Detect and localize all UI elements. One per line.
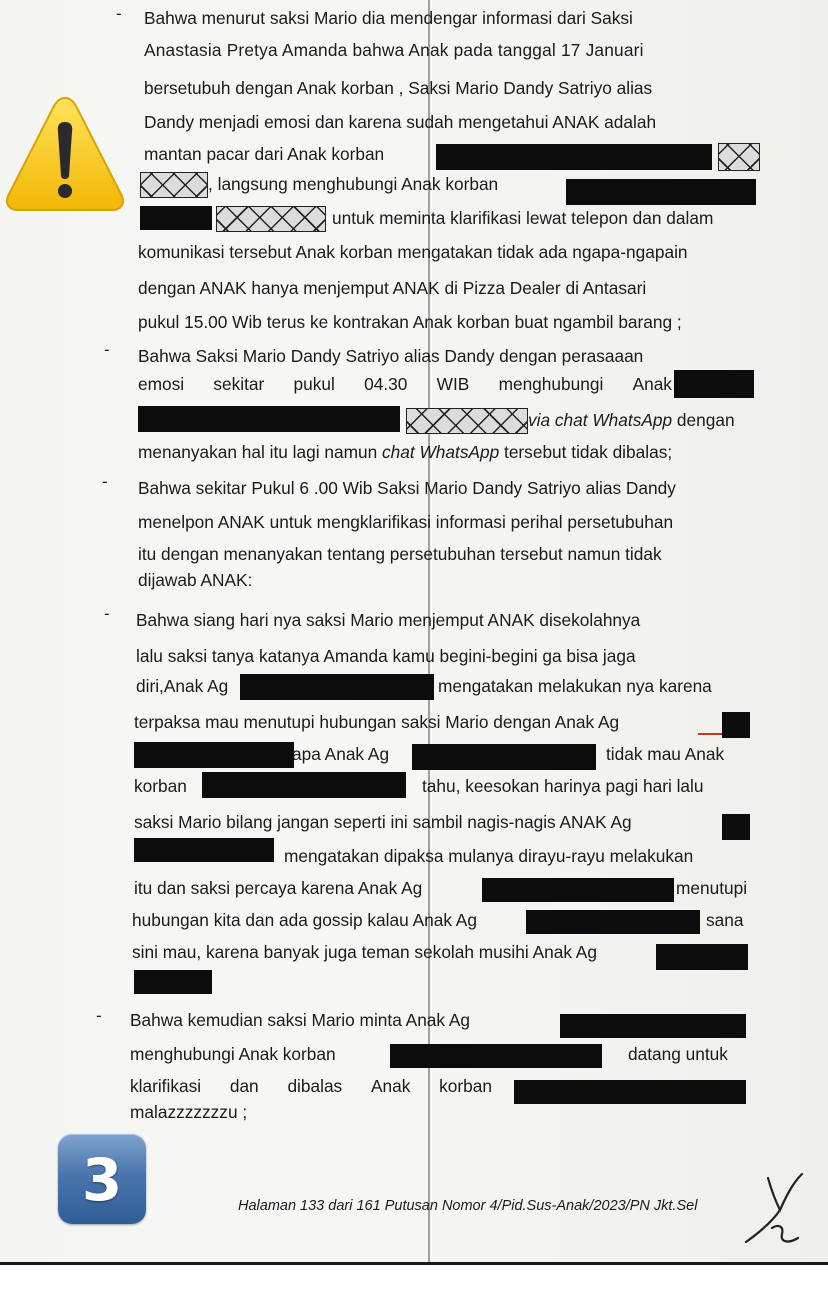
line-text: apa Anak Ag — [292, 744, 390, 764]
text-line — [0, 872, 828, 904]
line-text — [528, 404, 735, 436]
text-line — [0, 1096, 828, 1128]
text-line — [0, 306, 828, 338]
line-text: Bahwa Saksi Mario Dandy Satriyo alias Dandy dengan perasaaan — [138, 346, 644, 366]
line-text: menelpon ANAK untuk mengklarifikasi informasi perihal persetubuhan — [138, 512, 674, 532]
word: menghubungi — [498, 374, 604, 394]
text-line — [0, 840, 828, 872]
line-text: mengatakan melakukan nya karena — [438, 676, 712, 696]
line-text: Dandy menjadi emosi dan karena sudah mengetahui ANAK adalah — [144, 112, 657, 132]
line-text: itu dengan menanyakan tentang persetubuhan tersebut namun tidak — [138, 544, 662, 564]
red-underline-mark — [698, 733, 724, 735]
text-line — [0, 806, 828, 838]
line-text: , langsung menghubungi Anak korban — [208, 174, 499, 194]
line-text: menghubungi Anak korban — [130, 1044, 336, 1064]
line-text: terpaksa mau menutupi hubungan saksi Mario dengan Anak Ag — [134, 712, 620, 732]
italic-text: chat WhatsApp — [382, 442, 500, 462]
redaction-bar — [134, 970, 212, 994]
word: 04.30 — [364, 374, 408, 394]
text-line — [0, 272, 828, 304]
bullet: - — [104, 340, 110, 359]
redaction-bar — [390, 1044, 602, 1068]
line-text: sana — [706, 910, 744, 930]
text-line — [0, 2, 828, 34]
text-line — [0, 472, 828, 504]
line-text: lalu saksi tanya katanya Amanda kamu begini-begini ga bisa jaga — [136, 646, 636, 666]
word: dengan — [672, 410, 735, 430]
bottom-strip — [0, 1262, 828, 1289]
word: dibalas — [287, 1076, 343, 1096]
word: emosi — [138, 374, 185, 394]
redaction-bar — [656, 944, 748, 970]
word: sekitar — [213, 374, 265, 394]
word: Anak — [370, 1076, 411, 1096]
badge-number: 3 — [81, 1146, 123, 1214]
word: pukul — [293, 374, 335, 394]
page-footer: Halaman 133 dari 161 Putusan Nomor 4/Pid.Sus-Anak/2023/PN Jkt.Sel — [238, 1198, 698, 1214]
line-text: mengatakan dipaksa mulanya dirayu-rayu melakukan — [284, 846, 694, 866]
word: tersebut tidak dibalas; — [499, 442, 673, 462]
line-text: Bahwa siang hari nya saksi Mario menjemput ANAK disekolahnya — [136, 610, 641, 630]
redaction-bar — [412, 744, 596, 770]
line-text: Anastasia Pretya Amanda bahwa Anak pada tanggal 17 Januari — [144, 40, 644, 60]
text-line — [0, 640, 828, 672]
line-text: diri,Anak Ag — [136, 676, 229, 696]
line-text: bersetubuh dengan Anak korban , Saksi Mario Dandy Satriyo alias — [144, 78, 653, 98]
redaction-bar — [674, 370, 754, 398]
line-text: datang untuk — [628, 1044, 728, 1064]
word: menanyakan hal itu lagi namun — [138, 442, 383, 462]
warning-triangle-icon — [4, 94, 126, 214]
line-text: tidak mau Anak — [606, 744, 725, 764]
line-text: malazzzzzzzu ; — [130, 1102, 248, 1122]
text-line — [0, 34, 828, 66]
number-badge — [58, 1134, 146, 1224]
redaction-bar — [482, 878, 674, 902]
line-text: saksi Mario bilang jangan seperti ini sambil nagis-nagis ANAK Ag — [134, 812, 632, 832]
line-text: pukul 15.00 Wib terus ke kontrakan Anak korban buat ngambil barang ; — [138, 312, 682, 332]
text-line — [0, 436, 828, 468]
line-text: komunikasi tersebut Anak korban mengatakan tidak ada ngapa-ngapain — [138, 242, 688, 262]
handwritten-initial-signature — [738, 1170, 808, 1250]
word: WIB — [436, 374, 470, 394]
line-text: hubungan kita dan ada gossip kalau Anak Ag — [132, 910, 477, 930]
line-text: dijawab ANAK: — [138, 570, 253, 590]
bullet: - — [116, 4, 122, 23]
bullet: - — [102, 472, 108, 491]
word: Anak — [632, 374, 672, 394]
line-text: Bahwa sekitar Pukul 6 .00 Wib Saksi Mario Dandy Satriyo alias Dandy — [138, 478, 676, 498]
redaction-bar — [240, 674, 434, 700]
line-text — [138, 368, 672, 400]
word: korban — [439, 1076, 492, 1096]
text-line — [0, 404, 828, 436]
line-text — [138, 436, 672, 468]
redaction-bar — [560, 1014, 746, 1038]
text-line — [0, 564, 828, 596]
word: klarifikasi — [130, 1076, 202, 1096]
word: dan — [229, 1076, 259, 1096]
line-text: korban — [134, 776, 187, 796]
text-line — [0, 236, 828, 268]
line-text: untuk meminta klarifikasi lewat telepon dan dalam — [332, 208, 714, 228]
redaction-bar — [202, 772, 406, 798]
line-text: Bahwa menurut saksi Mario dia mendengar informasi dari Saksi — [144, 8, 633, 28]
italic-text: via chat WhatsApp — [528, 410, 673, 430]
line-text: menutupi — [676, 878, 748, 898]
line-text: tahu, keesokan harinya pagi hari lalu — [422, 776, 704, 796]
line-text: itu dan saksi percaya karena Anak Ag — [134, 878, 423, 898]
text-line — [0, 770, 828, 802]
line-text: dengan ANAK hanya menjemput ANAK di Pizza Dealer di Antasari — [138, 278, 647, 298]
bullet: - — [96, 1006, 102, 1025]
bullet: - — [104, 604, 110, 623]
redaction-bar — [436, 144, 712, 170]
redaction-bar — [722, 712, 750, 738]
line-text: sini mau, karena banyak juga teman sekolah musihi Anak Ag — [132, 942, 597, 962]
text-line — [0, 506, 828, 538]
redaction-bar — [722, 814, 750, 840]
text-line — [0, 604, 828, 636]
line-text: Bahwa kemudian saksi Mario minta Anak Ag — [130, 1010, 471, 1030]
crossed-box — [718, 143, 760, 171]
redaction-bar — [526, 910, 700, 934]
text-line — [0, 904, 828, 936]
line-text: mantan pacar dari Anak korban — [144, 144, 385, 164]
